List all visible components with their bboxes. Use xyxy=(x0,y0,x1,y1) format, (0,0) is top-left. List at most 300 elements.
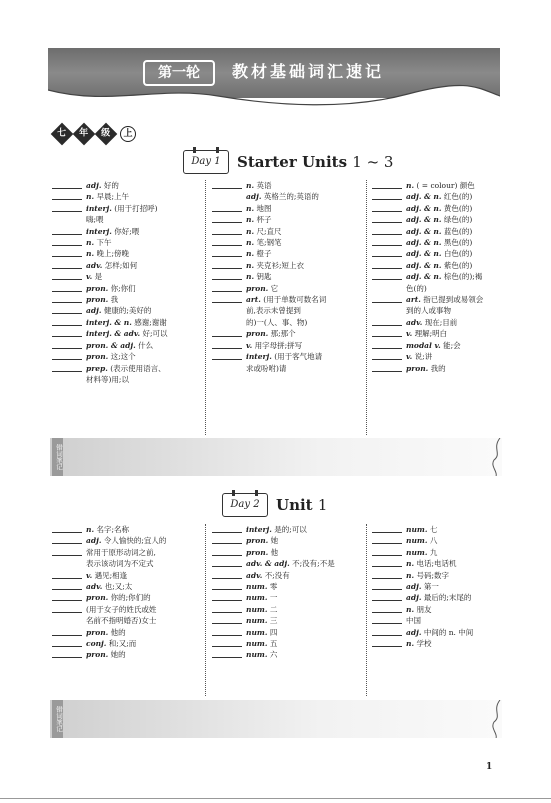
answer-blank[interactable] xyxy=(372,615,402,624)
grade-badge xyxy=(52,126,138,142)
answer-blank[interactable] xyxy=(212,180,242,189)
answer-blank[interactable] xyxy=(372,271,402,280)
vocab-entry-continued xyxy=(52,374,202,385)
answer-blank[interactable] xyxy=(212,203,242,212)
answer-blank[interactable] xyxy=(372,558,402,567)
answer-blank[interactable] xyxy=(372,260,402,269)
part-of-speech: interj. xyxy=(86,226,112,236)
part-of-speech: adj. xyxy=(406,593,422,603)
vocab-entry-continued xyxy=(52,558,202,569)
answer-blank[interactable] xyxy=(52,191,82,200)
vocab-entry xyxy=(372,592,502,603)
vocab-entry xyxy=(52,317,202,328)
answer-blank[interactable] xyxy=(52,237,82,246)
vocab-entry xyxy=(212,627,362,638)
answer-blank[interactable] xyxy=(52,649,82,658)
vocab-entry xyxy=(212,271,362,282)
part-of-speech: pron. xyxy=(246,283,269,293)
definition: 橙子 xyxy=(256,249,272,259)
definition: 中间的 n. 中间 xyxy=(423,627,474,637)
error-notes-strip xyxy=(50,438,502,476)
bottom-rule xyxy=(0,798,551,799)
vocab-entry xyxy=(372,328,502,339)
definition: 是 xyxy=(94,272,103,282)
vocab-entry xyxy=(212,260,362,271)
definition: 一 xyxy=(269,593,278,603)
vocab-entry xyxy=(372,260,502,271)
answer-blank[interactable] xyxy=(212,237,242,246)
part-of-speech: n. xyxy=(86,525,95,534)
vocab-entry xyxy=(212,294,362,305)
definition: 九 xyxy=(429,547,438,557)
part-of-speech: n. xyxy=(246,181,255,190)
part-of-speech: adv. xyxy=(86,582,103,592)
vocab-entry xyxy=(372,351,502,362)
vocab-entry-continued xyxy=(372,305,502,316)
vocab-entry xyxy=(52,294,202,305)
answer-blank[interactable] xyxy=(52,547,82,556)
part-of-speech: modal v. xyxy=(406,340,441,350)
part-of-speech: num. xyxy=(246,604,268,614)
part-of-speech: num. xyxy=(246,650,268,660)
definition: 不;没有 xyxy=(264,570,290,580)
definition: 钥匙 xyxy=(256,272,272,282)
section-header xyxy=(222,493,327,517)
answer-blank[interactable] xyxy=(52,248,82,257)
vocab-entry xyxy=(372,226,502,237)
vocab-entry xyxy=(372,214,502,225)
answer-blank[interactable] xyxy=(52,180,82,189)
page-curl-decoration xyxy=(490,438,504,476)
vocab-entry xyxy=(212,340,362,351)
answer-blank[interactable] xyxy=(372,604,402,613)
definition: 她 xyxy=(270,536,279,546)
answer-blank[interactable] xyxy=(372,570,402,579)
definition: 和;又;而 xyxy=(108,639,137,649)
answer-blank[interactable] xyxy=(52,592,82,601)
definition: 杯子 xyxy=(256,215,272,225)
answer-blank[interactable] xyxy=(212,581,242,590)
vocab-entry xyxy=(372,581,502,592)
definition: 零 xyxy=(269,582,278,592)
answer-blank[interactable] xyxy=(372,248,402,257)
definition: 电话;电话机 xyxy=(416,559,457,569)
answer-blank[interactable] xyxy=(372,363,402,372)
answer-blank[interactable] xyxy=(372,203,402,212)
answer-blank[interactable] xyxy=(372,638,402,647)
answer-blank[interactable] xyxy=(372,180,402,189)
part-of-speech: n. xyxy=(246,203,255,213)
banner-wave-decoration xyxy=(48,84,500,114)
answer-blank[interactable] xyxy=(372,581,402,590)
vocab-entry xyxy=(52,581,202,592)
answer-blank[interactable] xyxy=(212,592,242,601)
vocab-entry xyxy=(372,340,502,351)
part-of-speech: adj. & n. xyxy=(406,192,442,202)
definition: 二 xyxy=(269,604,278,614)
column-divider xyxy=(366,524,367,696)
vocab-entry xyxy=(52,604,202,615)
answer-blank[interactable] xyxy=(372,524,402,533)
vocab-entry xyxy=(212,581,362,592)
answer-blank[interactable] xyxy=(212,604,242,613)
vocab-entry xyxy=(372,535,502,546)
definition: 感谢;谢谢 xyxy=(134,317,167,327)
part-of-speech: conj. xyxy=(86,639,107,649)
vocab-entry xyxy=(212,214,362,225)
vocab-entry xyxy=(52,535,202,546)
section-title: Unit 1 xyxy=(276,496,328,514)
definition: 地图 xyxy=(256,203,272,213)
vocab-entry xyxy=(52,627,202,638)
vocab-entry xyxy=(372,237,502,248)
definition: 现在;目前 xyxy=(424,317,458,327)
answer-blank[interactable] xyxy=(212,524,242,533)
answer-blank[interactable] xyxy=(212,535,242,544)
part-of-speech: art. xyxy=(406,295,421,305)
answer-blank[interactable] xyxy=(212,351,242,360)
part-of-speech: v. xyxy=(86,570,93,580)
vocab-entry xyxy=(212,558,362,569)
answer-blank[interactable] xyxy=(52,283,82,292)
answer-blank[interactable] xyxy=(212,260,242,269)
vocab-entry xyxy=(52,248,202,259)
part-of-speech: adj. xyxy=(246,192,262,202)
definition: 怎样;如何 xyxy=(104,260,138,270)
definition: 绿色(的) xyxy=(443,215,473,225)
notes-label: 错词笔记 xyxy=(52,700,63,738)
answer-blank[interactable] xyxy=(212,226,242,235)
page-curl-decoration xyxy=(490,700,504,738)
part-of-speech: pron. xyxy=(86,627,109,637)
column-divider xyxy=(366,180,367,435)
definition: 最后的;末尾的 xyxy=(423,593,472,603)
vocab-entry xyxy=(372,615,502,626)
part-of-speech: n. xyxy=(86,238,95,248)
part-of-speech: v. xyxy=(406,352,413,362)
answer-blank[interactable] xyxy=(52,226,82,235)
part-of-speech: n. xyxy=(406,639,415,649)
answer-blank[interactable] xyxy=(212,638,242,647)
definition: 五 xyxy=(269,639,278,649)
vocab-entry xyxy=(212,226,362,237)
vocab-entry xyxy=(212,237,362,248)
answer-blank[interactable] xyxy=(212,615,242,624)
definition: 常用于原形动词之前, xyxy=(86,547,156,557)
definition: 英语 xyxy=(256,181,272,190)
vocab-column xyxy=(212,524,362,661)
answer-blank[interactable] xyxy=(52,305,82,314)
definition: (用于打招呼) xyxy=(114,203,158,213)
part-of-speech: pron. xyxy=(86,283,109,293)
part-of-speech: v. xyxy=(86,272,93,282)
error-notes-strip xyxy=(50,700,502,738)
part-of-speech: n. xyxy=(246,215,255,225)
grade-char: 上 xyxy=(120,126,136,142)
vocab-entry xyxy=(52,237,202,248)
part-of-speech: n. xyxy=(246,249,255,259)
answer-blank[interactable] xyxy=(212,271,242,280)
definition: 六 xyxy=(269,650,278,660)
part-of-speech: adj. & n. xyxy=(406,260,442,270)
vocab-entry xyxy=(52,191,202,202)
vocab-entry xyxy=(212,524,362,535)
definition: 紫色(的) xyxy=(443,260,473,270)
definition: 表示该动词为不定式 xyxy=(86,559,154,569)
part-of-speech: n. xyxy=(246,260,255,270)
definition: 嗨;喂 xyxy=(86,215,104,225)
answer-blank[interactable] xyxy=(52,581,82,590)
definition: 红色(的) xyxy=(443,192,473,202)
vocab-entry xyxy=(212,604,362,615)
notes-label: 错词笔记 xyxy=(52,438,63,476)
definition: 令人愉快的;宜人的 xyxy=(103,536,167,546)
vocab-entry xyxy=(52,226,202,237)
answer-blank[interactable] xyxy=(52,363,82,372)
grade-char: 年 xyxy=(73,123,96,146)
part-of-speech: num. xyxy=(246,616,268,626)
vocab-entry xyxy=(212,203,362,214)
vocab-entry xyxy=(52,203,202,214)
part-of-speech: interj. xyxy=(246,525,272,534)
vocab-entry xyxy=(212,248,362,259)
vocab-entry xyxy=(52,524,202,535)
answer-blank[interactable] xyxy=(372,294,402,303)
part-of-speech: art. xyxy=(246,295,261,305)
part-of-speech: v. xyxy=(406,329,413,339)
part-of-speech: n. xyxy=(86,192,95,202)
answer-blank[interactable] xyxy=(372,237,402,246)
column-divider xyxy=(205,524,206,696)
vocab-entry xyxy=(52,328,202,339)
definition: 晚上;傍晚 xyxy=(96,249,129,259)
answer-blank[interactable] xyxy=(212,340,242,349)
part-of-speech: num. xyxy=(246,593,268,603)
part-of-speech: pron. xyxy=(86,295,109,305)
definition: 三 xyxy=(269,616,278,626)
definition: 第一 xyxy=(423,582,439,592)
vocab-entry xyxy=(52,649,202,660)
section-title: Starter Units 1 ~ 3 xyxy=(237,153,394,171)
part-of-speech: n. xyxy=(246,226,255,236)
part-of-speech: adv. & adj. xyxy=(246,559,290,569)
vocab-entry xyxy=(212,615,362,626)
part-of-speech: pron. xyxy=(246,547,269,557)
answer-blank[interactable] xyxy=(52,524,82,533)
part-of-speech: num. xyxy=(406,525,428,534)
part-of-speech: num. xyxy=(406,536,428,546)
definition: 黑色(的) xyxy=(443,238,473,248)
vocab-entry xyxy=(212,592,362,603)
definition: 求或吩咐)请 xyxy=(246,363,287,373)
part-of-speech: n. xyxy=(406,570,415,580)
definition: 朋友 xyxy=(416,604,432,614)
definition: 他的 xyxy=(110,627,126,637)
definition: 它 xyxy=(270,283,279,293)
part-of-speech: pron. xyxy=(86,650,109,660)
answer-blank[interactable] xyxy=(52,260,82,269)
answer-blank[interactable] xyxy=(372,340,402,349)
answer-blank[interactable] xyxy=(212,627,242,636)
vocab-entry-continued xyxy=(212,363,362,374)
chapter-title: 教材基础词汇速记 xyxy=(232,62,385,81)
part-of-speech: pron. xyxy=(86,593,109,603)
answer-blank[interactable] xyxy=(212,328,242,337)
part-of-speech: adj. & n. xyxy=(406,226,442,236)
vocab-entry xyxy=(212,283,362,294)
answer-blank[interactable] xyxy=(372,627,402,636)
definition: 尺;直尺 xyxy=(256,226,282,236)
answer-blank[interactable] xyxy=(212,283,242,292)
definition: 棕色(的);褐 xyxy=(443,272,483,282)
vocab-entry xyxy=(52,260,202,271)
answer-blank[interactable] xyxy=(212,649,242,658)
answer-blank[interactable] xyxy=(52,604,82,613)
definition: 下午 xyxy=(96,238,112,248)
answer-blank[interactable] xyxy=(372,328,402,337)
part-of-speech: adj. & n. xyxy=(406,238,442,248)
definition: 学校 xyxy=(416,639,432,649)
vocab-entry xyxy=(372,191,502,202)
definition: 号码;数字 xyxy=(416,570,449,580)
part-of-speech: interj. & n. xyxy=(86,317,132,327)
answer-blank[interactable] xyxy=(212,214,242,223)
answer-blank[interactable] xyxy=(372,214,402,223)
part-of-speech: v. xyxy=(246,340,253,350)
part-of-speech: interj. & adv. xyxy=(86,329,141,339)
definition: 好;可以 xyxy=(142,329,168,339)
calendar-icon: Day 2 xyxy=(222,493,268,517)
part-of-speech: pron. xyxy=(406,363,429,373)
vocab-entry xyxy=(212,649,362,660)
part-of-speech: interj. xyxy=(86,203,112,213)
part-of-speech: pron. & adj. xyxy=(86,340,136,350)
vocab-entry xyxy=(212,180,362,191)
grade-char: 七 xyxy=(51,123,74,146)
definition: 到的人或事物 xyxy=(406,306,451,316)
answer-blank[interactable] xyxy=(372,317,402,326)
definition: 你好;喂 xyxy=(114,226,140,236)
part-of-speech: pron. xyxy=(86,352,109,362)
definition: 笔;钢笔 xyxy=(256,238,282,248)
vocab-entry xyxy=(52,638,202,649)
part-of-speech: num. xyxy=(246,582,268,592)
answer-blank[interactable] xyxy=(52,627,82,636)
definition: (用于客气地请 xyxy=(274,352,323,362)
part-of-speech: adj. & n. xyxy=(406,215,442,225)
answer-blank[interactable] xyxy=(372,351,402,360)
vocab-entry xyxy=(212,328,362,339)
definition: 指已提到或易领会 xyxy=(423,295,484,305)
vocab-entry xyxy=(52,340,202,351)
definition: 理解;明白 xyxy=(414,329,448,339)
part-of-speech: n. xyxy=(246,238,255,248)
definition: 名前不指明婚否)女士 xyxy=(86,616,157,626)
definition: 名字;名称 xyxy=(96,525,129,534)
vocab-column xyxy=(372,180,502,374)
answer-blank[interactable] xyxy=(52,271,82,280)
answer-blank[interactable] xyxy=(212,248,242,257)
round-badge: 第一轮 xyxy=(143,60,215,86)
definition: 四 xyxy=(269,627,278,637)
answer-blank[interactable] xyxy=(52,638,82,647)
grade-char: 级 xyxy=(95,123,118,146)
vocab-entry xyxy=(52,351,202,362)
vocab-entry xyxy=(372,248,502,259)
answer-blank[interactable] xyxy=(372,535,402,544)
part-of-speech: adj. xyxy=(86,536,102,546)
answer-blank[interactable] xyxy=(212,570,242,579)
answer-blank[interactable] xyxy=(52,340,82,349)
vocab-entry xyxy=(372,627,502,638)
vocab-entry xyxy=(52,363,202,374)
vocab-entry-continued xyxy=(52,615,202,626)
part-of-speech: adj. & n. xyxy=(406,249,442,259)
part-of-speech: pron. xyxy=(246,536,269,546)
vocab-column xyxy=(52,180,202,385)
definition: (用于女子的姓氏或姓 xyxy=(86,604,157,614)
vocab-entry xyxy=(372,363,502,374)
answer-blank[interactable] xyxy=(212,547,242,556)
definition: 这;这个 xyxy=(110,352,136,362)
definition: 七 xyxy=(429,525,438,534)
vocab-entry xyxy=(212,570,362,581)
definition: 早晨;上午 xyxy=(96,192,129,202)
definition: 我的 xyxy=(430,363,446,373)
answer-blank[interactable] xyxy=(52,203,82,212)
definition: 中国 xyxy=(406,616,421,626)
answer-blank[interactable] xyxy=(52,351,82,360)
definition: 你的;你们的 xyxy=(110,593,151,603)
definition: ( = colour) 颜色 xyxy=(416,181,475,190)
part-of-speech: n. xyxy=(86,249,95,259)
vocab-entry xyxy=(372,180,502,191)
answer-blank[interactable] xyxy=(372,547,402,556)
answer-blank[interactable] xyxy=(372,191,402,200)
definition: 那;那个 xyxy=(270,329,296,339)
answer-blank[interactable] xyxy=(212,294,242,303)
definition: 夹克衫;短上衣 xyxy=(256,260,304,270)
definition: 材料等)用;以 xyxy=(86,374,129,384)
part-of-speech: adj. & n. xyxy=(406,272,442,282)
answer-blank[interactable] xyxy=(52,535,82,544)
section-header xyxy=(183,150,393,174)
vocab-entry-continued xyxy=(212,317,362,328)
vocab-entry xyxy=(52,180,202,191)
definition: 说;讲 xyxy=(414,352,433,362)
answer-blank[interactable] xyxy=(52,328,82,337)
part-of-speech: num. xyxy=(246,639,268,649)
part-of-speech: interj. xyxy=(246,352,272,362)
vocab-column xyxy=(372,524,502,649)
answer-blank[interactable] xyxy=(52,294,82,303)
definition: 好的 xyxy=(103,181,119,190)
vocab-entry xyxy=(372,203,502,214)
vocab-entry xyxy=(52,592,202,603)
answer-blank[interactable] xyxy=(372,226,402,235)
answer-blank[interactable] xyxy=(212,558,242,567)
answer-blank[interactable] xyxy=(52,317,82,326)
vocab-entry xyxy=(372,638,502,649)
definition: 蓝色(的) xyxy=(443,226,473,236)
vocab-entry xyxy=(212,191,362,202)
part-of-speech: adv. xyxy=(246,570,263,580)
part-of-speech: num. xyxy=(406,547,428,557)
answer-blank[interactable] xyxy=(52,570,82,579)
answer-blank[interactable] xyxy=(372,592,402,601)
definition: 是的;可以 xyxy=(274,525,307,534)
vocab-column xyxy=(52,524,202,661)
